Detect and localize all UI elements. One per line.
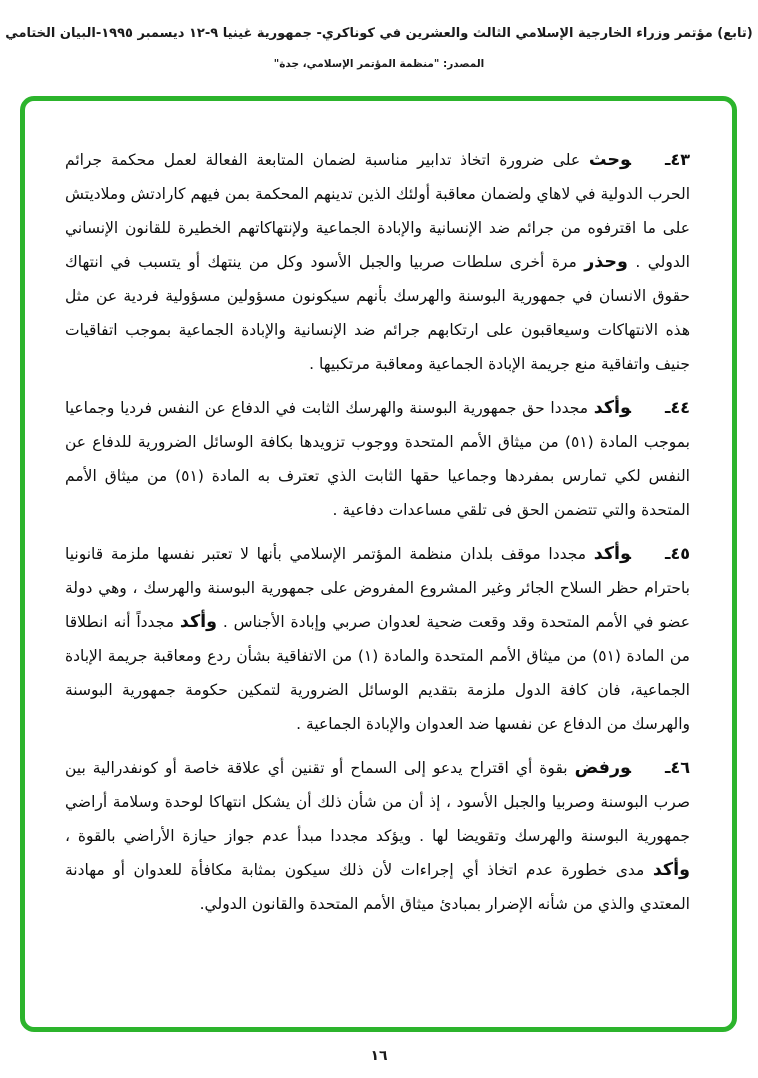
clause-text: بقوة أي اقتراح يدعو إلى السماح أو تقنين أي علاقة خاصة أو كونفدرالية بين صرب البوسنة وصربيا والجبل الأسود ، إذ أن من شأن ذلك أن يشكل انتهاكا لوحدة وسلامة أراضي جمهورية البوسنة والهرسك وتقويضا لها . ويؤكد مجددا مبدأ عدم جواز حيازة الأراضي بالقوة ، <box>65 759 690 845</box>
clause-text: مدى خطورة عدم اتخاذ أي إجراءات لأن ذلك سيكون بمثابة مكافأة للعدوان أو مهادنة المعتدي والذي من شأنه الإضرار بمبادئ ميثاق الأمم المتحدة والقانون الدولي. <box>65 861 690 913</box>
clause-text: مجددا موقف بلدان منظمة المؤتمر الإسلامي بأنها لا تعتبر نفسها ملزمة قانونيا باحترام حظر السلاح الجائر وغير المشروع المفروض على جمهورية البوسنة والهرسك ، وهي دولة عضو في الأمم المتحدة وقد وقعت ضحية لعدوان صربي وإبادة الأجناس . <box>65 545 690 631</box>
clause-number: ٤٥ـ <box>665 544 690 563</box>
clause-number: ٤٣ـ <box>665 150 690 169</box>
clause-keyword: وأكد <box>179 612 218 632</box>
clause-keyword: ورفض <box>574 758 631 778</box>
clause-keyword: وأكد <box>593 544 631 564</box>
clause-text: مرة أخرى سلطات صربيا والجبل الأسود وكل من ينتهك أو يتسبب في انتهاك حقوق الانسان في جمهورية البوسنة والهرسك بأنهم سيكونون مسؤولين مسؤولية فردية عن مثل هذه الانتهاكات وسيعاقبون على ارتكابهم جرائم ضد الإنسانية والإبادة الجماعية بموجب اتفاقيات جنيف واتفاقية منع جريمة الإبادة الجماعية ومعاقبة مرتكبيها . <box>65 253 690 373</box>
green-border-box <box>20 96 737 1032</box>
clause-keyword: وحذر <box>584 252 628 272</box>
page-number: ١٦ <box>370 1048 388 1064</box>
clause-keyword: وأكد <box>652 860 690 880</box>
clause-number: ٤٦ـ <box>665 758 690 777</box>
clause-keyword: وأكد <box>593 398 631 418</box>
clause-text: على ضرورة اتخاذ تدابير مناسبة لضمان المتابعة الفعالة لعمل محكمة جرائم الحرب الدولية في لاهاي ولضمان معاقبة أولئك الذين تدينهم المحكمة بمن فيهم كارادتش وملاديتش على ما اقترفوه من جرائم ضد الإنسانية والإبادة الجماعية ولإنتهاكاتهم الخطيرة للقانون الإنساني الدولي . <box>65 151 690 271</box>
clause-text: مجددا حق جمهورية البوسنة والهرسك الثابت في الدفاع عن النفس فرديا وجماعيا بموجب المادة (٥١) من ميثاق الأمم المتحدة ووجوب تزويدها بكافة الوسائل الضرورية للدفاع عن النفس لكي تمارس بمفردها وجماعيا حقها الثابت الذي تعترف به المادة (٥١) من ميثاق الأمم المتحدة والتي تتضمن الحق فى تلقي مساعدات دفاعية . <box>65 399 690 519</box>
clause-paragraph <box>65 751 690 921</box>
document-title: (تابع) مؤتمر وزراء الخارجية الإسلامي الثالث والعشرين في كوناكري- جمهورية غينيا ٩-١٢ ديسمبر ١٩٩٥-البيان الختامي <box>5 26 753 41</box>
document-source: المصدر: "منظمة المؤتمر الإسلامي، جدة" <box>273 58 485 70</box>
clause-paragraph <box>65 537 690 741</box>
clause-keyword: وحث <box>588 150 631 170</box>
clause-text: مجدداً أنه انطلاقا من المادة (٥١) من ميثاق الأمم المتحدة والمادة (١) من الاتفاقية بشأن ردع ومعاقبة جريمة الإبادة الجماعية، فان كافة الدول ملزمة بتقديم الوسائل الضرورية لتمكين حكومة جمهورية البوسنة والهرسك من الدفاع عن نفسها ضد العدوان والإبادة الجماعية . <box>65 613 690 733</box>
clause-paragraph <box>65 391 690 527</box>
clause-paragraph <box>65 143 690 381</box>
clause-number: ٤٤ـ <box>665 398 690 417</box>
clause-paragraphs <box>65 143 690 931</box>
